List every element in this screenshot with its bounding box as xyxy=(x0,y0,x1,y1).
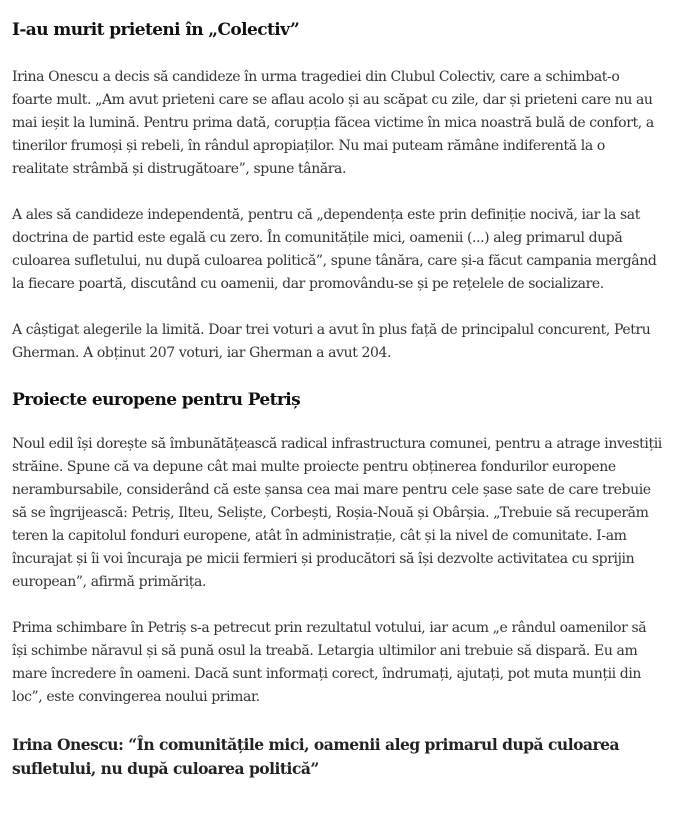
paragraph-independent: A ales să candideze independentă, pentru că „dependența este prin definiție nocivă, iar la sat doctrina de partid este egală cu zero. În comunitățile mici, oamenii (...) aleg primarul după culoarea sufletului, nu după culoarea politică”, spune tânăra, care și-a făcut campania mergând la fiecare poartă, discutând cu oamenii, dar promovându-se și pe rețelele de socializare. xyxy=(12,207,657,292)
paragraph-decision: Irina Onescu a decis să candideze în urma tragediei din Clubul Colectiv, care a schimbat-o foarte mult. „Am avut prieteni care se aflau acolo și au scăpat cu zile, dar și prieteni care nu au mai ieșit la lumină. Pentru prima dată, corupția făcea victime în mica noastră bulă de confort, a tinerilor frumoși și rebeli, în rândul apropiaților. Nu mai puteam rămâne indiferentă la o realitate strâmbă și distrugătoare”, spune tânăra. xyxy=(12,69,654,177)
paragraph-infrastructure: Noul edil își dorește să îmbunătățească radical infrastructura comunei, pentru a atrage investiții străine. Spune că va depune cât mai multe proiecte pentru obținerea fondurilor europene nerambursabile, considerând că este șansa cea mai mare pentru cele șase sate de care trebuie să se îngrijească: Petriș, Ilteu, Seliște, Corbești, Roșia-Nouă și Obârșia. „Trebuie să recuperăm teren la capitolul fonduri europene, atât în administrație, cât și la nivel de comunitate. I-am încurajat și îi voi încuraja pe micii fermieri și producători să își dezvolte activitatea cu sprijin european”, afirmă primărița. xyxy=(12,436,662,590)
pull-quote: Irina Onescu: “În comunitățile mici, oamenii aleg primarul după culoarea sufletului, nu după culoarea politică” xyxy=(12,735,620,778)
paragraph-election-result: A câștigat alegerile la limită. Doar trei voturi a avut în plus față de principalul concurent, Petru Gherman. A obținut 207 voturi, iar Gherman a avut 204. xyxy=(12,322,651,361)
section-heading-colectiv: I-au murit prieteni în „Colectiv” xyxy=(12,20,300,40)
paragraph-first-change: Prima schimbare în Petriș s-a petrecut prin rezultatul votului, iar acum „e rândul oamenilor să își schimbe năravul și să pună osul la treabă. Letargia ultimilor ani trebuie să dispară. Eu am mare încredere în oameni. Dacă sunt informați corect, îndrumați, ajutați, pot muta munții din loc”, este convingerea noului primar. xyxy=(12,620,647,705)
section-heading-european-projects: Proiecte europene pentru Petriș xyxy=(12,390,301,410)
